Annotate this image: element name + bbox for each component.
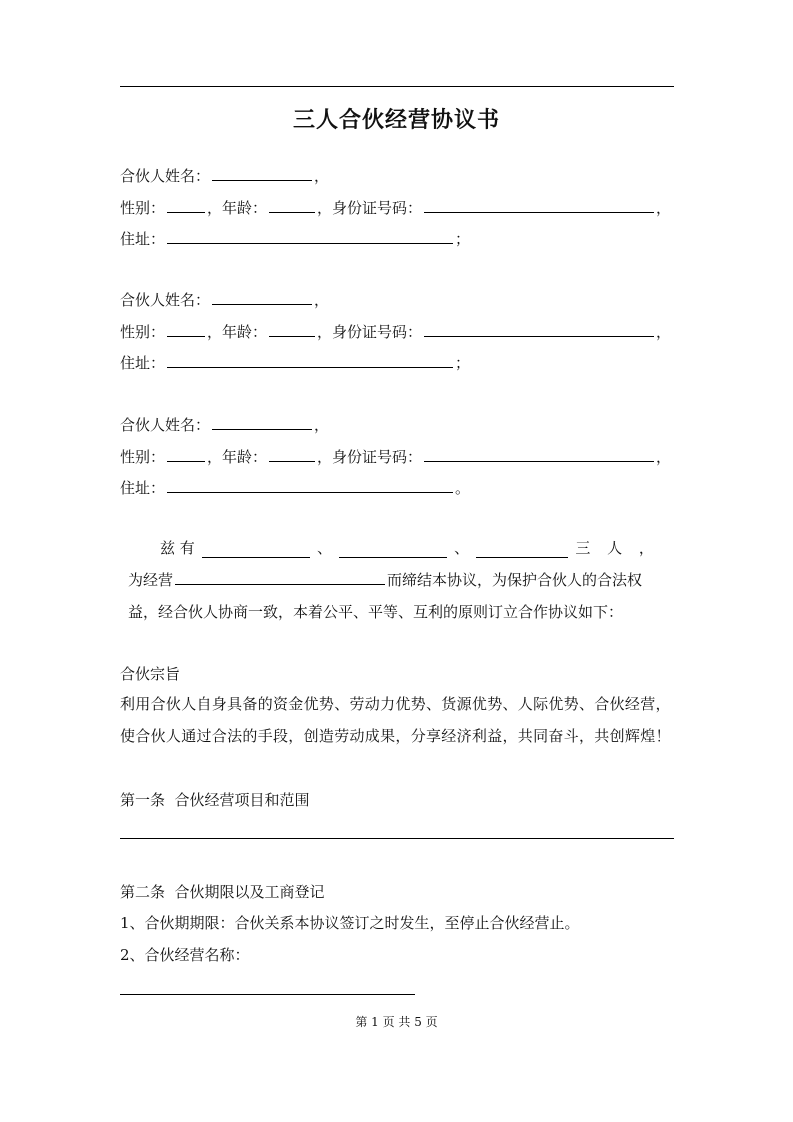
- partner-2-id-blank[interactable]: [424, 322, 654, 337]
- top-rule: [120, 86, 674, 87]
- partner-3-gender-blank[interactable]: [167, 447, 205, 462]
- intro-zi-you: 兹 有: [160, 539, 195, 557]
- partner-1-address-line: 住址： ；: [120, 230, 471, 248]
- intro-partner-c-blank[interactable]: [476, 543, 568, 558]
- partner-3-info-line: 性别： ，年龄： ，身份证号码： ，: [120, 448, 672, 466]
- partner-3-age-blank[interactable]: [269, 447, 315, 462]
- footnote-rule: [120, 994, 415, 995]
- page-footer: 第 1 页 共 5 页: [355, 1015, 438, 1029]
- partner-1-name-blank[interactable]: [212, 166, 312, 181]
- purpose-line-1: 利用合伙人自身具备的资金优势、劳动力优势、货源优势、人际优势、合伙经营，: [120, 695, 671, 713]
- intro-san-ren: 三 人 ，: [575, 539, 660, 557]
- partner-2-address-blank[interactable]: [167, 353, 453, 368]
- intro-line-3: 益，经合伙人协商一致，本着公平、平等、互利的原则订立合作协议如下：: [128, 603, 624, 621]
- article-2-heading: 第二条 合伙期限以及工商登记: [120, 883, 325, 901]
- partner-3-address-line: 住址： 。: [120, 479, 471, 497]
- partner-3-id-blank[interactable]: [424, 447, 654, 462]
- partner-1-address-blank[interactable]: [167, 229, 453, 244]
- intro-line-2: 为经营 而缔结本协议，为保护合伙人的合法权: [128, 571, 643, 589]
- purpose-heading: 合伙宗旨: [120, 665, 181, 683]
- partner-1-name-line: 合伙人姓名： ，: [120, 167, 330, 185]
- partner-3-name-blank[interactable]: [212, 415, 312, 430]
- intro-business-blank[interactable]: [175, 570, 385, 585]
- partner-2-gender-blank[interactable]: [167, 322, 205, 337]
- partner-3-name-line: 合伙人姓名： ，: [120, 416, 330, 434]
- article-1-fill-line[interactable]: [120, 838, 674, 839]
- article-2-item-2: 2、合伙经营名称：: [120, 946, 250, 964]
- partner-2-age-blank[interactable]: [269, 322, 315, 337]
- partner-1-id-blank[interactable]: [424, 198, 654, 213]
- partner-2-name-blank[interactable]: [212, 290, 312, 305]
- partner-3-address-blank[interactable]: [167, 478, 453, 493]
- intro-line-1: 兹 有 、 、 三 人 ，: [160, 539, 660, 557]
- partner-1-info-line: 性别： ，年龄： ，身份证号码： ，: [120, 199, 672, 217]
- document-title: 三人合伙经营协议书: [292, 108, 500, 133]
- article-1-heading: 第一条 合伙经营项目和范围: [120, 791, 310, 809]
- article-2-item-1: 1、合伙期期限：合伙关系本协议签订之时发生，至停止合伙经营止。: [120, 914, 580, 932]
- purpose-line-2: 使合伙人通过合法的手段，创造劳动成果，分享经济利益，共同奋斗，共创辉煌！: [120, 727, 671, 745]
- partner-2-name-line: 合伙人姓名： ，: [120, 291, 330, 309]
- partner-2-info-line: 性别： ，年龄： ，身份证号码： ，: [120, 323, 672, 341]
- intro-partner-b-blank[interactable]: [339, 543, 447, 558]
- intro-partner-a-blank[interactable]: [202, 543, 310, 558]
- partner-1-gender-blank[interactable]: [167, 198, 205, 213]
- partner-1-age-blank[interactable]: [269, 198, 315, 213]
- partner-2-address-line: 住址： ；: [120, 354, 471, 372]
